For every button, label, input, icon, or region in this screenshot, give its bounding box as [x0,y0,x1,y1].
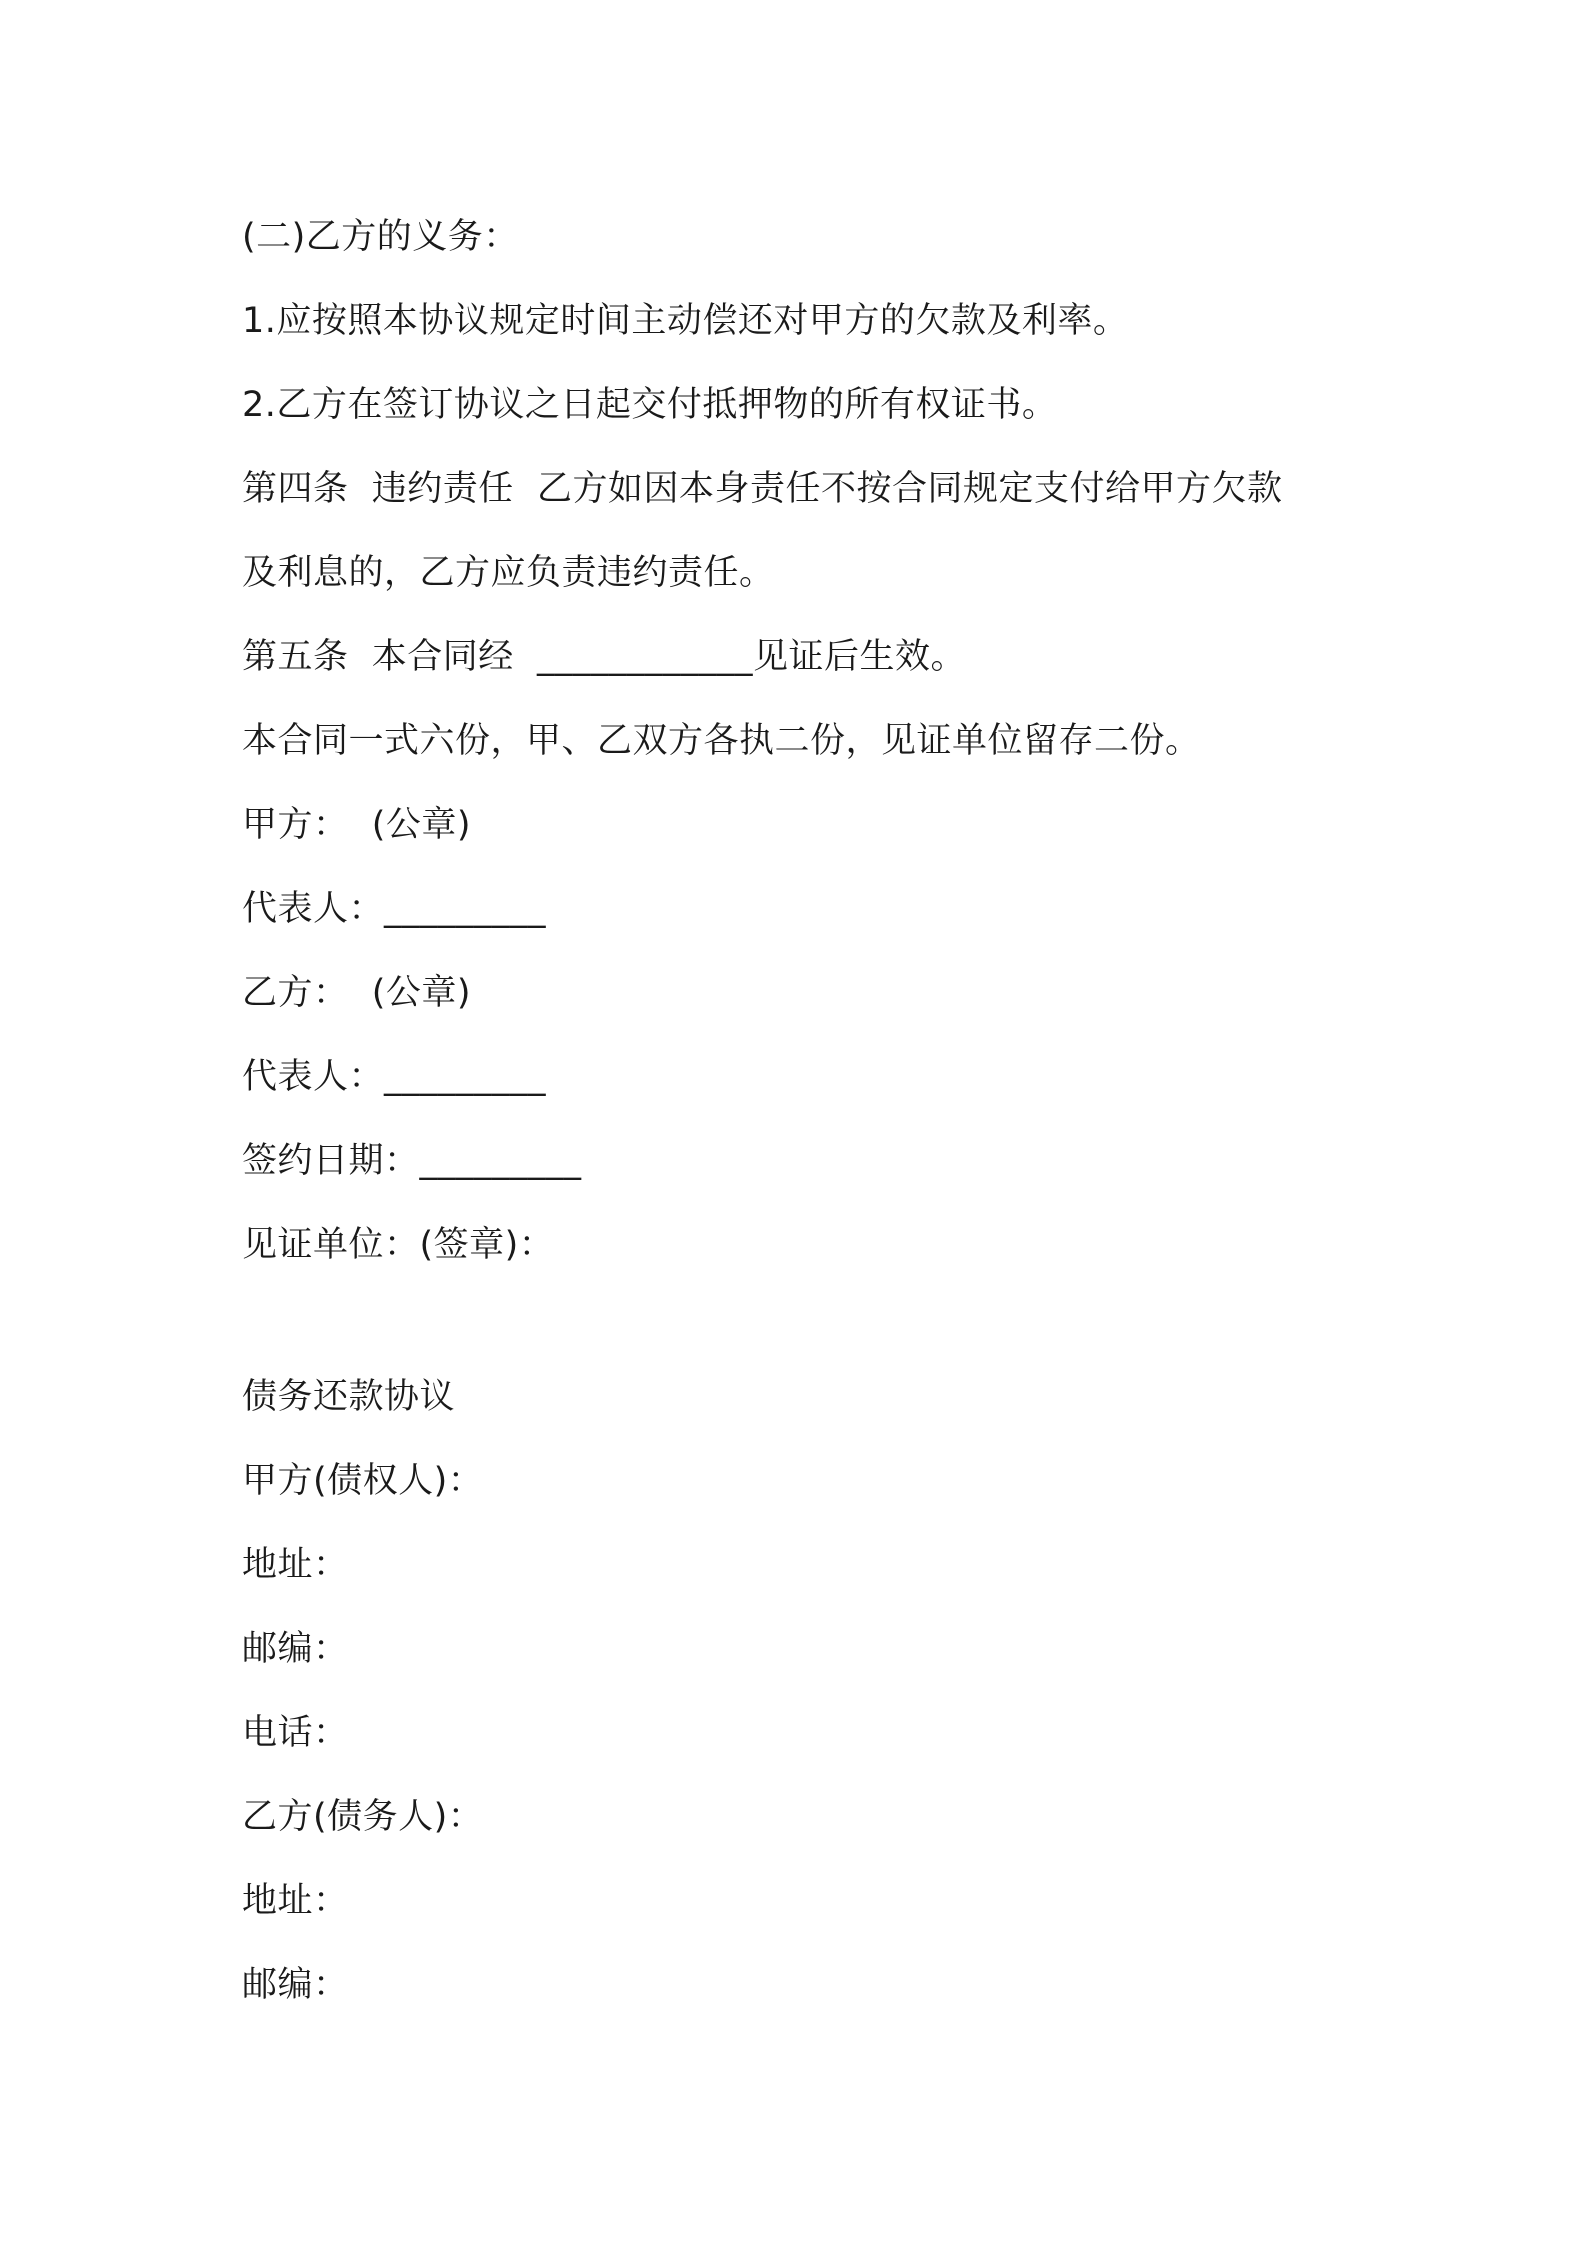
party-b-representative: 代表人：_________ [242,1057,547,1097]
article-4-line-1: 第四条 违约责任 乙方如因本身责任不按合同规定支付给甲方欠款 [242,469,1283,509]
obligation-item-2: 2.乙方在签订协议之日起交付抵押物的所有权证书。 [242,385,1058,425]
obligation-item-1: 1.应按照本协议规定时间主动偿还对甲方的欠款及利率。 [242,301,1129,341]
debtor-label: 乙方(债务人)： [242,1797,484,1837]
agreement-title: 债务还款协议 [242,1377,456,1417]
article-5: 第五条 本合同经 ____________见证后生效。 [242,637,967,677]
obligations-heading: (二)乙方的义务： [242,217,519,257]
witness-unit: 见证单位：(签章)： [242,1225,555,1265]
party-a-representative: 代表人：_________ [242,889,547,929]
party-a-seal: 甲方： (公章) [242,805,472,845]
creditor-postcode: 邮编： [242,1629,349,1669]
party-b-seal: 乙方： (公章) [242,973,472,1013]
document-page [242,195,1392,2027]
signing-date: 签约日期：_________ [242,1141,582,1181]
section-spacer [242,1287,1392,1355]
creditor-address: 地址： [242,1545,349,1585]
article-4-line-2: 及利息的，乙方应负责违约责任。 [242,553,775,593]
debtor-address: 地址： [242,1881,349,1921]
creditor-label: 甲方(债权人)： [242,1461,484,1501]
copies-clause: 本合同一式六份，甲、乙双方各执二份，见证单位留存二份。 [242,721,1201,761]
debtor-postcode: 邮编： [242,1965,349,2005]
creditor-phone: 电话： [242,1713,349,1753]
